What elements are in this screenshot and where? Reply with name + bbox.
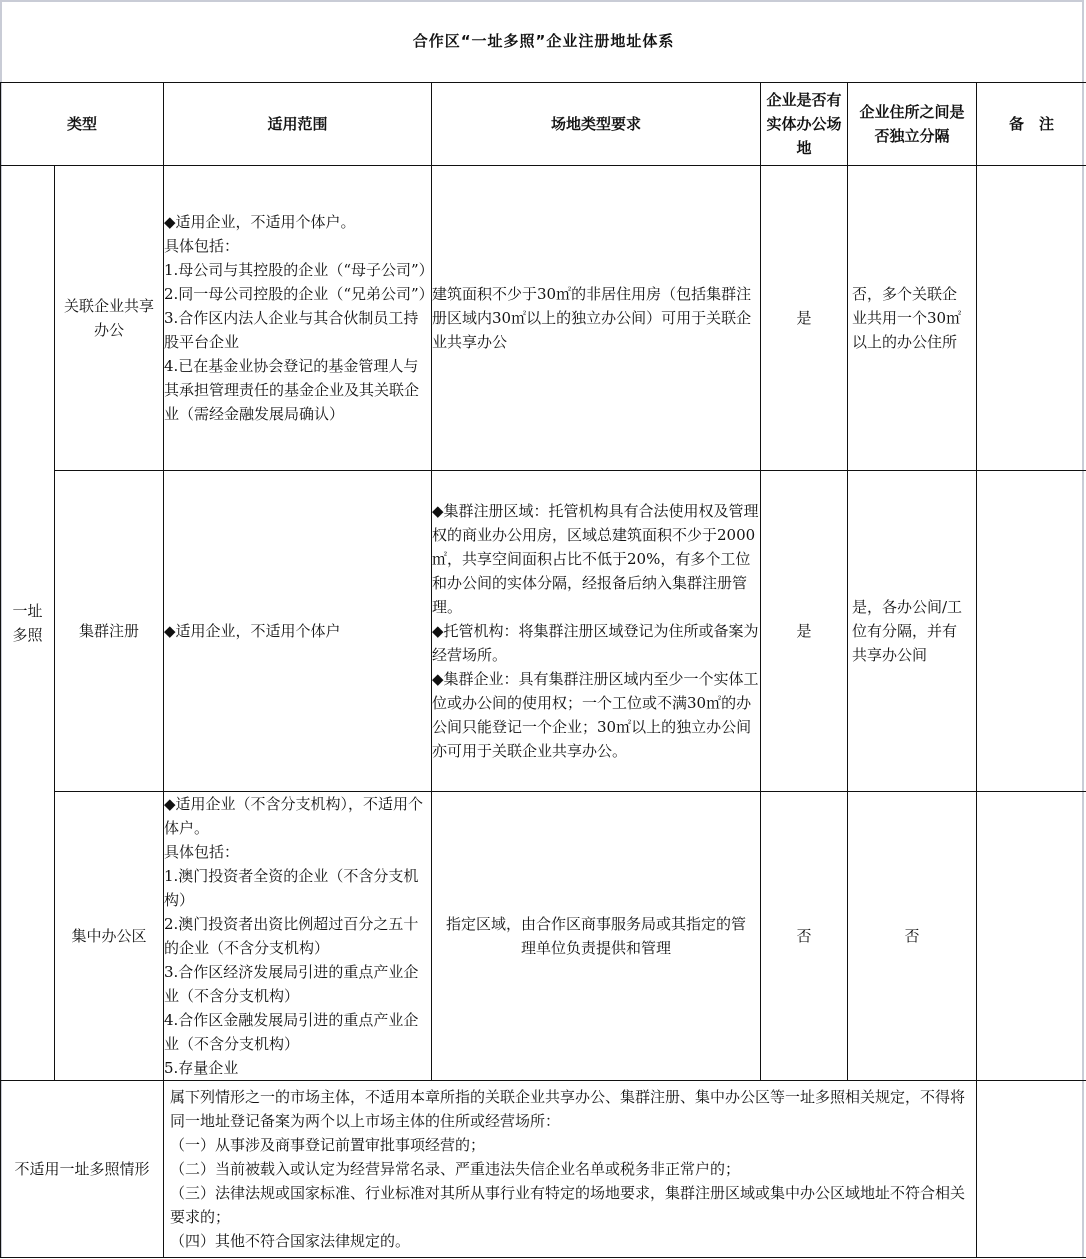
- scope-line: 1.澳门投资者全资的企业（不含分支机构）: [164, 867, 419, 909]
- type-cell: 集群注册: [55, 471, 164, 792]
- table-row: [1, 471, 1086, 792]
- independent-partition-cell: 否，多个关联企业共用一个30㎡以上的办公住所: [848, 166, 977, 471]
- header-scope: 适用范围: [164, 83, 432, 166]
- document-title: 合作区“一址多照”企业注册地址体系: [1, 0, 1086, 83]
- scope-line: ◆适用企业，不适用个体户: [164, 622, 341, 640]
- remarks-cell: [977, 166, 1086, 471]
- exclusion-remarks-cell: [977, 1081, 1086, 1258]
- site-requirement-line: ◆集群注册区域：托管机构具有合法使用权及管理权的商业办公用房，区域总建筑面积不少于2000㎡，共享空间面积占比不低于20%，有多个工位和办公间的实体分隔，经报备后纳入集群注册管理。: [432, 502, 759, 616]
- header-independent-partition: 企业住所之间是否独立分隔: [848, 83, 977, 166]
- scope-line: 1.母公司与其控股的企业（“母子公司”）: [164, 261, 434, 279]
- scope-line: ◆适用企业，不适用个体户。: [164, 213, 356, 231]
- exclusion-row: [1, 1081, 1086, 1258]
- group-label: 一址多照: [1, 166, 55, 1081]
- independent-partition-cell: 是，各办公间/工位有分隔，并有共享办公间: [848, 471, 977, 792]
- site-requirements-cell: 建筑面积不少于30㎡的非居住用房（包括集群注册区域内30㎡以上的独立办公间）可用于关联企业共享办公: [432, 166, 761, 471]
- has-physical-office-cell: 是: [761, 166, 848, 471]
- scope-line: 4.已在基金业协会登记的基金管理人与其承担管理责任的基金企业及其关联企业（需经金融发展局确认）: [164, 357, 420, 423]
- exclusion-label: 不适用一址多照情形: [1, 1081, 164, 1258]
- scope-line: 3.合作区内法人企业与其合伙制员工持股平台企业: [164, 309, 419, 351]
- scope-cell: [164, 792, 432, 1081]
- site-requirement-line: ◆托管机构：将集群注册区域登记为住所或备案为经营场所。: [432, 622, 759, 664]
- header-has-physical-office: 企业是否有实体办公场地: [761, 83, 848, 166]
- header-row: [1, 83, 1086, 166]
- site-requirements-cell: [432, 471, 761, 792]
- table-row: [1, 166, 1086, 471]
- header-type: 类型: [1, 83, 164, 166]
- exclusion-line: （三）法律法规或国家标准、行业标准对其所从事行业有特定的场地要求，集群注册区域或集中办公区域地址不符合相关要求的；: [170, 1184, 966, 1226]
- header-remarks: 备 注: [977, 83, 1086, 166]
- type-cell: 集中办公区: [55, 792, 164, 1081]
- exclusion-line: （一）从事涉及商事登记前置审批事项经营的；: [170, 1136, 486, 1154]
- independent-partition-cell: 否: [848, 792, 977, 1081]
- exclusion-content: [164, 1081, 977, 1258]
- scope-cell: [164, 471, 432, 792]
- exclusion-line: （四）其他不符合国家法律规定的。: [170, 1232, 411, 1250]
- site-requirement-line: ◆集群企业：具有集群注册区域内至少一个实体工位或办公间的使用权；一个工位或不满30㎡的办公间只能登记一个企业；30㎡以上的独立办公间亦可用于关联企业共享办公。: [432, 670, 759, 760]
- scope-line: ◆适用企业（不含分支机构），不适用个体户。: [164, 795, 424, 837]
- exclusion-line: 属下列情形之一的市场主体，不适用本章所指的关联企业共享办公、集群注册、集中办公区等一址多照相关规定，不得将同一地址登记备案为两个以上市场主体的住所或经营场所：: [170, 1088, 966, 1130]
- site-requirements-cell: 指定区域，由合作区商事服务局或其指定的管理单位负责提供和管理: [432, 792, 761, 1081]
- scope-line: 具体包括：: [164, 843, 240, 861]
- scope-line: 4.合作区金融发展局引进的重点产业企业（不含分支机构）: [164, 1011, 419, 1053]
- remarks-cell: [977, 471, 1086, 792]
- scope-line: 5.存量企业: [164, 1059, 239, 1077]
- scope-line: 2.澳门投资者出资比例超过百分之五十的企业（不含分支机构）: [164, 915, 419, 957]
- type-cell: 关联企业共享办公: [55, 166, 164, 471]
- scope-line: 2.同一母公司控股的企业（“兄弟公司”）: [164, 285, 434, 303]
- remarks-cell: [977, 792, 1086, 1081]
- scope-cell: [164, 166, 432, 471]
- scope-line: 具体包括：: [164, 237, 240, 255]
- header-site-requirements: 场地类型要求: [432, 83, 761, 166]
- scope-line: 3.合作区经济发展局引进的重点产业企业（不含分支机构）: [164, 963, 419, 1005]
- has-physical-office-cell: 否: [761, 792, 848, 1081]
- exclusion-line: （二）当前被载入或认定为经营异常名录、严重违法失信企业名单或税务非正常户的；: [170, 1160, 741, 1178]
- has-physical-office-cell: 是: [761, 471, 848, 792]
- table-row: [1, 792, 1086, 1081]
